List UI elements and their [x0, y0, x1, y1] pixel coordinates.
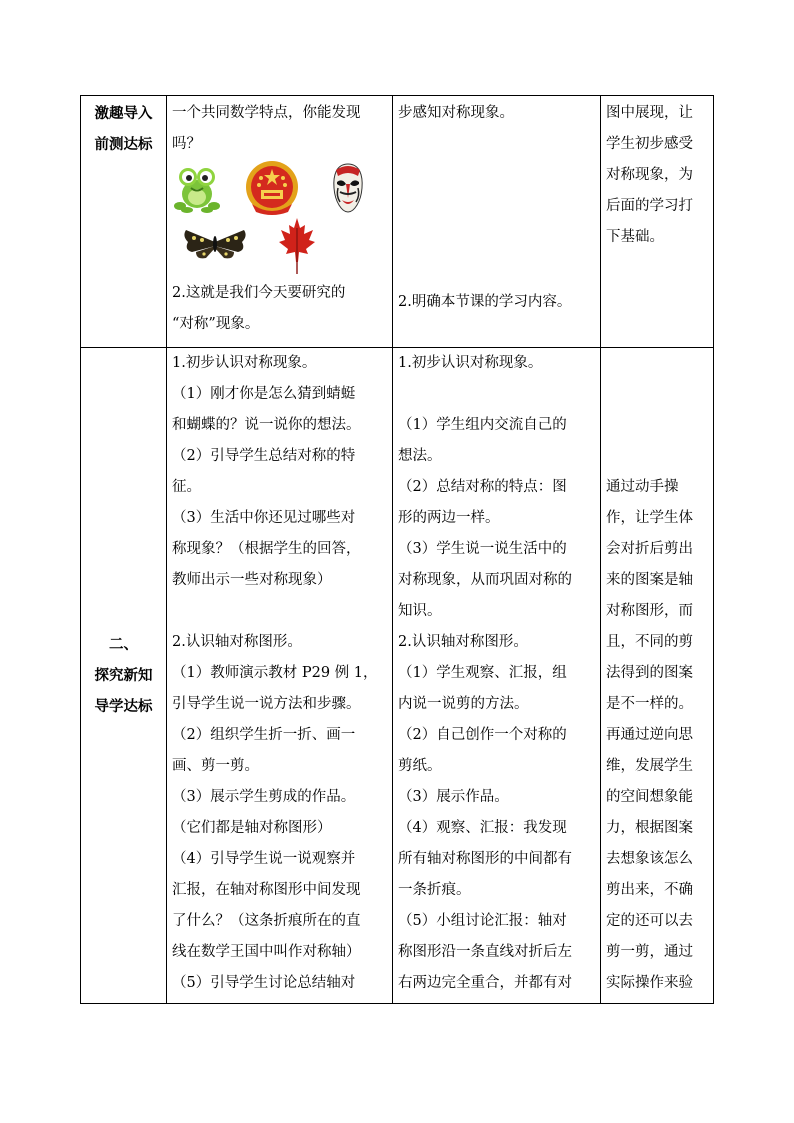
blank-line: [172, 596, 387, 627]
text-line: 内说一说剪的方法。: [398, 696, 529, 712]
stage-cell-intro: [81, 96, 167, 348]
text-line: 下基础。: [606, 229, 664, 245]
text-line: 征。: [172, 479, 201, 495]
text-line: 法得到的图案: [606, 665, 693, 681]
text-line: 2.明确本节课的学习内容。: [398, 294, 572, 310]
text-line: （1）学生观察、汇报，组: [398, 665, 567, 681]
table-row: [81, 348, 714, 1004]
text-line: 作，让学生体: [606, 510, 693, 526]
text-line: 来的图案是轴: [606, 572, 693, 588]
text-line: 步感知对称现象。: [398, 105, 514, 121]
text-line: 吗？: [172, 136, 201, 152]
text-line: 了什么？（这条折痕所在的直: [172, 913, 361, 929]
text-line: 剪一剪，通过: [606, 944, 693, 960]
text-line: （2）总结对称的特点：图: [398, 479, 567, 495]
text-line: 剪出来，不确: [606, 882, 693, 898]
text-line: 线在数学王国中叫作对称轴）: [172, 944, 361, 960]
stage-label: 前测达标: [94, 136, 153, 153]
blank-line: [398, 379, 595, 410]
text-line: （5）引导学生讨论总结轴对: [172, 975, 356, 991]
teacher-activity-cell: [167, 348, 393, 1004]
stage-label: 探究新知: [94, 667, 153, 684]
text-line: 右两边完全重合，并都有对: [398, 975, 572, 991]
stage-label: 激趣导入: [94, 105, 153, 122]
text-line: 定的还可以去: [606, 913, 693, 929]
text-line: 再通过逆向思: [606, 727, 693, 743]
text-line: 对称现象，从而巩固对称的: [398, 572, 572, 588]
text-line: 是不一样的。: [606, 696, 693, 712]
opera-mask-image: [332, 162, 364, 214]
text-line: 学生初步感受: [606, 136, 693, 152]
text-line: 对称现象，为: [606, 167, 693, 183]
student-activity-cell: [393, 348, 601, 1004]
text-line: 实际操作来验: [606, 975, 693, 991]
frog-image: [174, 164, 220, 214]
text-line: （2）引导学生总结对称的特: [172, 448, 356, 464]
text-line: 力，根据图案: [606, 820, 693, 836]
text-line: 画、剪一剪。: [172, 758, 259, 774]
text-line: “对称”现象。: [172, 316, 260, 332]
text-line: 汇报，在轴对称图形中间发现: [172, 882, 361, 898]
text-line: 2.认识轴对称图形。: [172, 634, 302, 650]
text-line: 会对折后剪出: [606, 541, 693, 557]
table-row: [81, 96, 714, 348]
text-line: 一个共同数学特点，你能发现: [172, 105, 361, 121]
text-line: 图中展现，让: [606, 105, 693, 121]
stage-label: 二、: [109, 636, 138, 653]
text-line: 后面的学习打: [606, 198, 693, 214]
text-line: （4）引导学生说一说观察并: [172, 851, 356, 867]
text-line: （3）展示学生剪成的作品。: [172, 789, 356, 805]
text-line: （3）学生说一说生活中的: [398, 541, 567, 557]
text-line: 剪纸。: [398, 758, 442, 774]
design-intent-cell: [601, 348, 714, 1004]
text-line: 2.这就是我们今天要研究的: [172, 285, 346, 301]
text-line: 对称图形，而: [606, 603, 693, 619]
text-line: 引导学生说一说方法和步骤。: [172, 696, 361, 712]
text-line: （2）组织学生折一折、画一: [172, 727, 356, 743]
text-line: 想法。: [398, 448, 442, 464]
text-line: 1.初步认识对称现象。: [398, 355, 543, 371]
text-line: 去想象该怎么: [606, 851, 693, 867]
text-line: 一条折痕。: [398, 882, 471, 898]
stage-cell-explore: [81, 348, 167, 1004]
text-line: 教师出示一些对称现象）: [172, 572, 332, 588]
text-line: （2）自己创作一个对称的: [398, 727, 567, 743]
lesson-plan-table: [80, 95, 714, 1004]
text-line: 称现象？（根据学生的回答，: [172, 541, 361, 557]
text-line: （4）观察、汇报：我发现: [398, 820, 567, 836]
symmetry-images: [172, 160, 387, 278]
text-line: （3）展示作品。: [398, 789, 509, 805]
text-line: （3）生活中你还见过哪些对: [172, 510, 356, 526]
text-line: 的空间想象能: [606, 789, 693, 805]
text-line: 通过动手操: [606, 479, 679, 495]
text-line: 维，发展学生: [606, 758, 693, 774]
stage-label: 导学达标: [94, 698, 153, 715]
teacher-activity-cell: [167, 96, 393, 348]
text-line: 形的两边一样。: [398, 510, 500, 526]
text-line: （1）学生组内交流自己的: [398, 417, 567, 433]
butterfly-image: [182, 226, 248, 262]
text-line: 称图形沿一条直线对折后左: [398, 944, 572, 960]
text-line: （1）教师演示教材 P29 例 1，: [172, 665, 378, 681]
text-line: 2.认识轴对称图形。: [398, 634, 528, 650]
text-line: （1）刚才你是怎么猜到蜻蜓: [172, 386, 356, 402]
text-line: 和蝴蝶的？说一说你的想法。: [172, 417, 361, 433]
maple-leaf-image: [278, 216, 316, 276]
text-line: 知识。: [398, 603, 442, 619]
text-line: （它们都是轴对称图形）: [172, 820, 332, 836]
text-line: 1.初步认识对称现象。: [172, 355, 317, 371]
text-line: （5）小组讨论汇报：轴对: [398, 913, 567, 929]
design-intent-cell: [601, 96, 714, 348]
national-emblem-image: [244, 160, 300, 218]
text-line: 所有轴对称图形的中间都有: [398, 851, 572, 867]
student-activity-cell: [393, 96, 601, 348]
text-line: 且，不同的剪: [606, 634, 693, 650]
